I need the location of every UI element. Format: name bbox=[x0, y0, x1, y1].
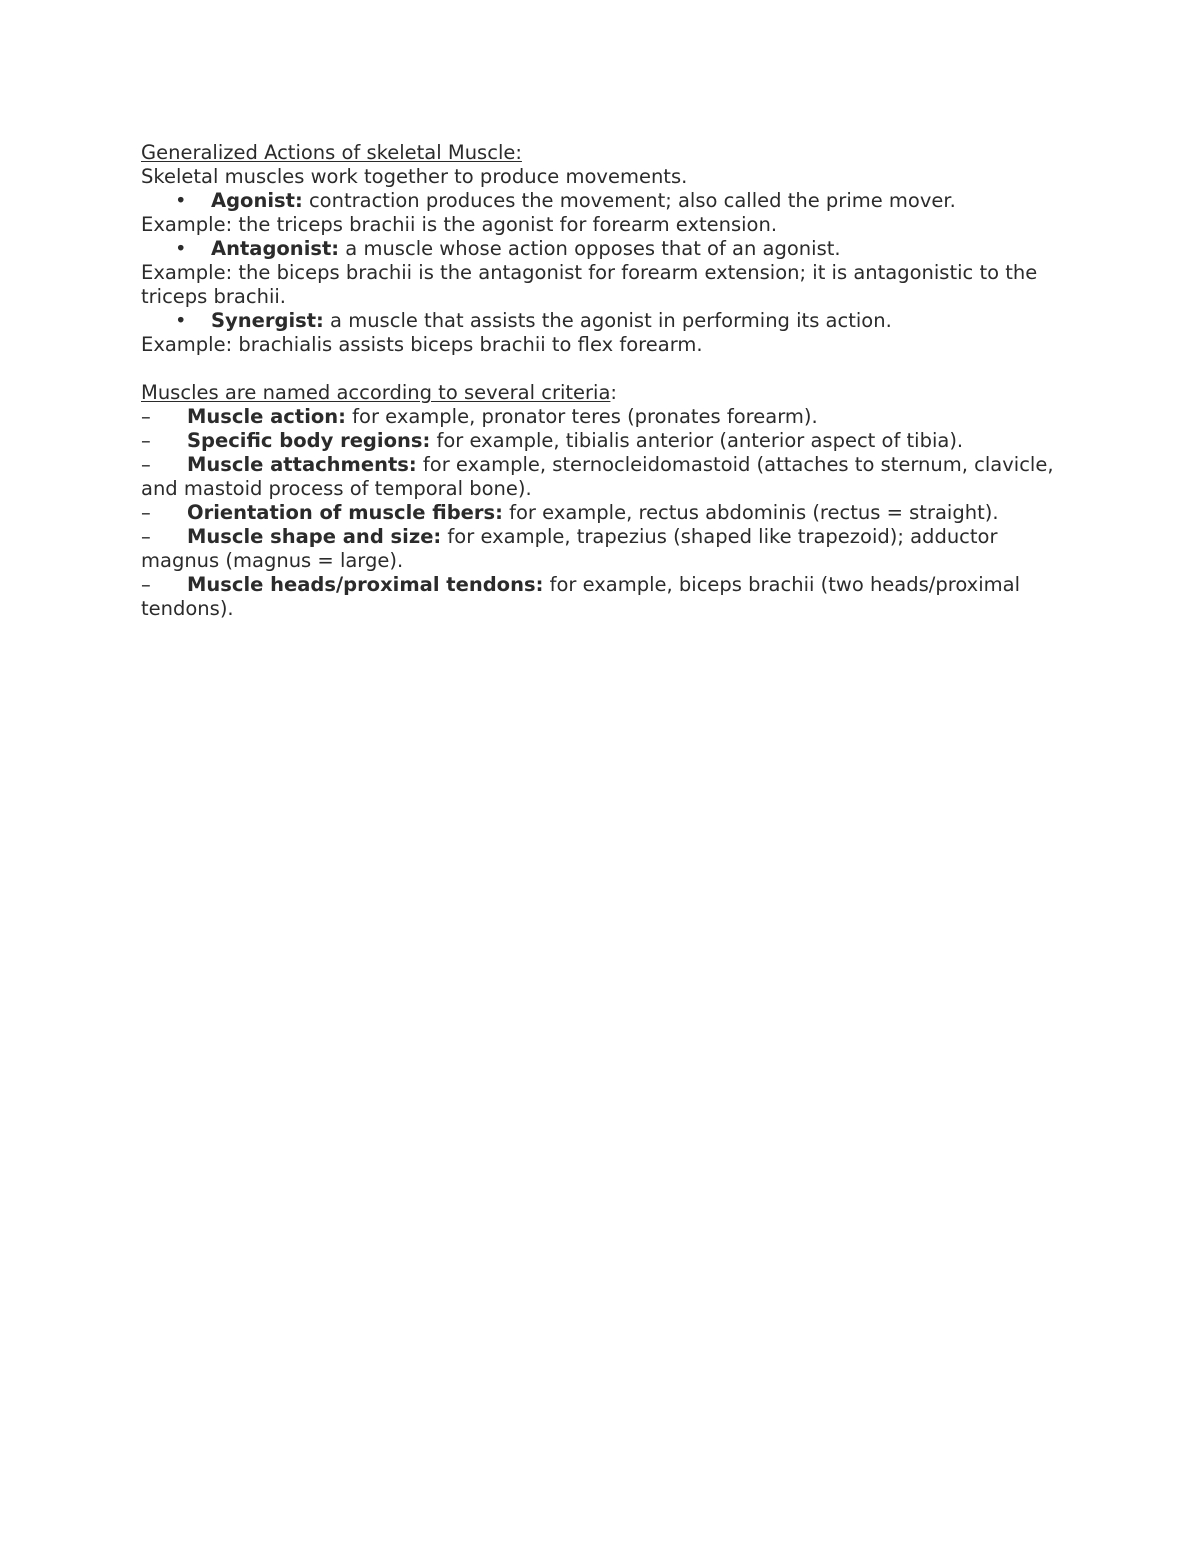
section2-heading-text: Muscles are named according to several criteria bbox=[141, 381, 611, 404]
dash-icon: – bbox=[141, 429, 151, 452]
dash-icon: – bbox=[141, 525, 151, 548]
section1-heading bbox=[141, 141, 1061, 165]
criteria-term: Specific body regions: bbox=[187, 429, 431, 452]
criteria-item-shape-size bbox=[141, 525, 1061, 573]
criteria-desc: for example, rectus abdominis (rectus = straight). bbox=[502, 501, 999, 524]
list-item-agonist bbox=[141, 189, 1061, 213]
dash-icon: – bbox=[141, 501, 151, 524]
bullet-icon: • bbox=[175, 309, 187, 332]
term-synergist: Synergist: bbox=[211, 309, 324, 332]
section1-heading-text: Generalized Actions of skeletal Muscle: bbox=[141, 141, 522, 164]
list-item-antagonist bbox=[141, 237, 1061, 261]
desc-agonist: contraction produces the movement; also called the prime mover. bbox=[302, 189, 956, 212]
bullet-icon: • bbox=[175, 237, 187, 260]
example-agonist: Example: the triceps brachii is the agonist for forearm extension. bbox=[141, 213, 778, 236]
desc-antagonist: a muscle whose action opposes that of an agonist. bbox=[339, 237, 841, 260]
criteria-item-action bbox=[141, 405, 1061, 429]
dash-icon: – bbox=[141, 573, 151, 596]
desc-synergist: a muscle that assists the agonist in performing its action. bbox=[323, 309, 892, 332]
criteria-desc: for example, trapezius (shaped like trapezoid); adductor magnus (magnus = large). bbox=[141, 525, 998, 572]
criteria-desc: for example, tibialis anterior (anterior aspect of tibia). bbox=[430, 429, 964, 452]
term-antagonist: Antagonist: bbox=[211, 237, 340, 260]
criteria-desc: for example, sternocleidomastoid (attaches to sternum, clavicle, and mastoid process of temporal bone). bbox=[141, 453, 1054, 500]
bullet-icon: • bbox=[175, 189, 187, 212]
criteria-desc: for example, biceps brachii (two heads/proximal tendons). bbox=[141, 573, 1020, 620]
criteria-item-heads bbox=[141, 573, 1061, 621]
criteria-item-regions bbox=[141, 429, 1061, 453]
criteria-term: Muscle shape and size: bbox=[187, 525, 442, 548]
list-item-synergist bbox=[141, 309, 1061, 333]
dash-icon: – bbox=[141, 453, 151, 476]
section2-heading-suffix: : bbox=[610, 381, 617, 404]
criteria-item-orientation bbox=[141, 501, 1061, 525]
dash-icon: – bbox=[141, 405, 151, 428]
criteria-term: Muscle attachments: bbox=[187, 453, 417, 476]
document-page bbox=[141, 141, 1061, 621]
criteria-term: Muscle action: bbox=[187, 405, 346, 428]
example-antagonist: Example: the biceps brachii is the antagonist for forearm extension; it is antagonistic to the triceps brachii. bbox=[141, 261, 1038, 308]
paragraph-spacer bbox=[141, 357, 1061, 381]
criteria-item-attachments bbox=[141, 453, 1061, 501]
criteria-term: Orientation of muscle fibers: bbox=[187, 501, 503, 524]
criteria-desc: for example, pronator teres (pronates forearm). bbox=[345, 405, 818, 428]
example-synergist: Example: brachialis assists biceps brachii to flex forearm. bbox=[141, 333, 703, 356]
section1-intro: Skeletal muscles work together to produce movements. bbox=[141, 165, 688, 188]
term-agonist: Agonist: bbox=[211, 189, 303, 212]
section2-heading bbox=[141, 381, 1061, 405]
criteria-term: Muscle heads/proximal tendons: bbox=[187, 573, 544, 596]
